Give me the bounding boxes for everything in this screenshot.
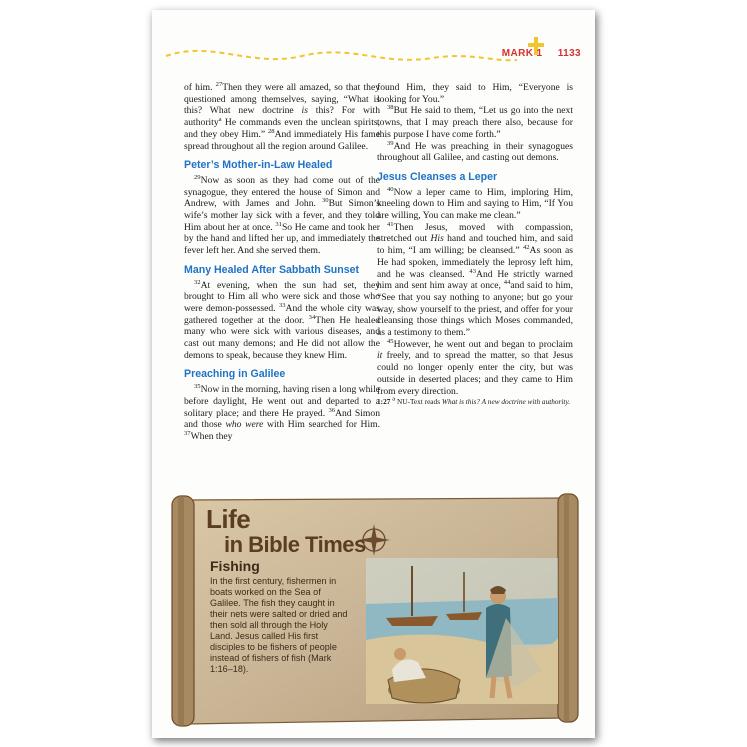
verse-paragraph: $^{45}$However, he went out and began to proclaim it freely, and to spread the matter, so that Jesus could no longer openly enter the city, but was outside in deserted places; and they came to Him from every direction. <box>377 337 573 397</box>
verse-number: a <box>392 395 396 403</box>
section-heading: Many Healed After Sabbath Sunset <box>184 263 360 276</box>
running-head <box>502 48 581 59</box>
verse-number: 34 <box>308 313 316 321</box>
verse-number: 28 <box>267 127 275 135</box>
running-head-book: MARK 1 <box>501 48 543 59</box>
verse-number: a <box>218 115 222 123</box>
verse-paragraph: $^{41}$Then Jesus, moved with compassion, stretched out His hand and touched him, and said to him, “I am willing; be cleansed.” $^{42}$As soon as He had spoken, immediately the leprosy left him, and he was cleansed. $^{43}$And He strictly warned him and sent him away at once, $^{44}$and said to him, “See that you say nothing to anyone; but go your way, show yourself to the priest, and offer for your cleansing those things which Moses commanded, as a testimony to them.” <box>377 220 574 339</box>
verse-number: 31 <box>275 220 282 228</box>
verse-number: 32 <box>194 278 201 286</box>
bold-text: 1:27 <box>377 397 391 407</box>
verse-number: 29 <box>194 173 201 181</box>
sidebar-title-line2: in Bible Times <box>224 532 366 557</box>
verse-number: 27 <box>215 80 223 88</box>
verse-number: 33 <box>278 301 286 309</box>
verse-paragraph: $^{40}$Now a leper came to Him, imploring Him, kneeling down to Him and saying to Him, “If You are willing, You can make me clean.” <box>377 185 573 222</box>
verse-number: 40 <box>387 185 394 193</box>
verse-number: 38 <box>387 104 394 112</box>
page-header <box>152 10 595 80</box>
verse-number: 39 <box>387 139 394 147</box>
fishermen-illustration <box>366 558 558 704</box>
verse-number: 37 <box>184 429 191 437</box>
italic-text: is <box>301 105 308 117</box>
verse-paragraph: $^{29}$Now as soon as they had come out of the synagogue, they entered the house of Simon and Andrew, with James and John. $^{30}$But Simon’s wife’s mother lay sick with a fever, and they told Him about her at once. $^{31}$So He came and took her by the hand and lifted her up, and immediately the fever left her. And she served them. <box>184 173 380 257</box>
page-number: 1133 <box>557 48 581 59</box>
verse-paragraph: $^{32}$At evening, when the sun had set, they brought to Him all who were sick and those who were demon-possessed. $^{33}$And the whole city was gathered together at the door. $^{34}$Then He healed many who were sick with various diseases, and cast out many demons; and He did not allow the demons to speak, because they knew Him. <box>184 278 381 361</box>
life-in-bible-times-sidebar <box>166 492 584 730</box>
italic-text: His <box>430 233 444 245</box>
verse-paragraph: $^{39}$And He was preaching in their synagogues throughout all Galilee, and casting out demons. <box>377 139 573 164</box>
sidebar-body: In the first century, fishermen in boats worked on the Sea of Galilee. The fish they caught in their nets were salted or dried and then sold all through the Holy Land. Jesus called His first disciples to be fishers of people instead of fishers of fish (Mark 1:16–18). <box>210 576 348 674</box>
bible-page <box>152 10 595 738</box>
verse-number: 44 <box>503 279 511 287</box>
footnote: 1:27 $^a$ NU-Text reads What is this? A new doctrine with authority. <box>377 395 571 407</box>
section-heading: Peter’s Mother-in-Law Healed <box>184 159 333 172</box>
verse-paragraph: $^{38}$But He said to them, “Let us go into the next towns, that I may preach there also, because for this purpose I have come forth.” <box>377 104 573 140</box>
italic-text: it <box>377 350 383 362</box>
italic-text: What is this? A new doctrine with authority. <box>441 397 571 407</box>
verse-paragraph: found Him, they said to Him, “Everyone is looking for You.” <box>377 82 573 105</box>
verse-number: 43 <box>469 267 477 275</box>
italic-text: who were <box>225 419 264 431</box>
verse-number: 41 <box>387 220 394 228</box>
sidebar-subtitle: Fishing <box>210 558 260 574</box>
verse-paragraph: $^{35}$Now in the morning, having risen a long while before daylight, He went out and departed to a solitary place; and there He prayed. $^{36}$And Simon and those who were with Him searched for Him. $^{37}$When they <box>184 382 380 442</box>
verse-paragraph: of him. $^{27}$Then they were all amazed, so that they questioned among themselves, saying, “What is this? What new doctrine is this? For with authority$^a$ He commands even the unclean spirits, and they obey Him.” $^{28}$And immediately His fame spread throughout all the region around Galilee. <box>184 80 381 152</box>
verse-number: 36 <box>328 406 336 414</box>
verse-number: 30 <box>322 197 329 205</box>
section-heading: Preaching in Galilee <box>184 368 286 381</box>
verse-number: 45 <box>387 337 394 345</box>
verse-number: 42 <box>522 243 530 251</box>
right-column <box>377 82 573 406</box>
section-heading: Jesus Cleanses a Leper <box>377 170 498 183</box>
verse-number: 35 <box>194 382 201 390</box>
left-column <box>184 80 383 443</box>
sidebar-title-line1: Life <box>206 504 251 534</box>
